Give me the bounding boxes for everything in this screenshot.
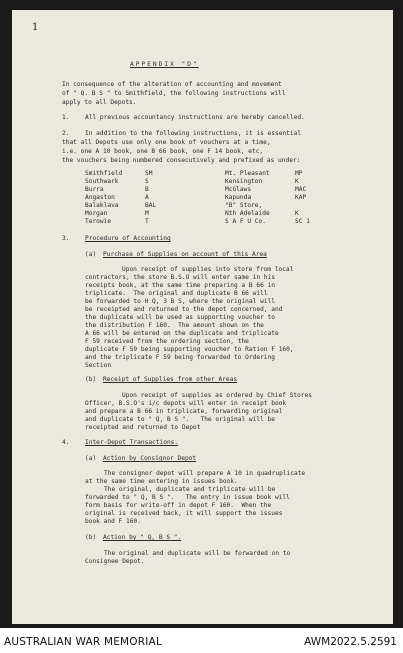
- text-line: the distribution F 160. The amount shown on the: [85, 322, 264, 329]
- depot-name: McGlaws: [225, 186, 252, 193]
- depot-code: M: [145, 210, 149, 217]
- text-line: that all Depots use only one book of vouchers at a time,: [62, 139, 271, 146]
- depot-code: K: [295, 178, 299, 185]
- depot-code: B: [145, 186, 149, 193]
- depot-name: Kapunda: [225, 194, 252, 201]
- text-line: Section: [85, 362, 112, 369]
- depot-code: A: [145, 194, 149, 201]
- subpara-label: (b): [85, 534, 97, 541]
- para-number: 2.: [62, 130, 70, 137]
- text-line: The original, duplicate and triplicate will be: [104, 486, 276, 493]
- text-line: triplicate. The original and duplicate B 66 will: [85, 290, 268, 297]
- depot-code: S: [145, 178, 149, 185]
- text-line: Upon receipt of supplies into store from local: [122, 266, 294, 273]
- text-line: A 66 will be entered on the duplicate and triplicate: [85, 330, 279, 337]
- para-number: 1.: [62, 114, 70, 121]
- archive-footer: [0, 628, 403, 653]
- subpara-label: (a): [85, 455, 97, 462]
- depot-code: T: [145, 218, 149, 225]
- text-line: F 59 received from the ordering section, the: [85, 338, 249, 345]
- depot-name: Southwark: [85, 178, 119, 185]
- text-line: forwarded to " Q, B S ". The entry in issue book will: [85, 494, 290, 501]
- subpara-label: (a): [85, 251, 97, 258]
- text-line: duplicate F 59 being supporting voucher to Ration F 160,: [85, 346, 294, 353]
- depot-name: Burra: [85, 186, 104, 193]
- para-text: All previous accountancy instructions are hereby cancelled.: [85, 114, 305, 121]
- para-number: 3.: [62, 235, 70, 242]
- depot-name: Terowie: [85, 218, 112, 225]
- subsection-heading: Receipt of Supplies from other Areas: [103, 376, 238, 383]
- subsection-heading: Purchase of Supplies on account of this Area: [103, 251, 267, 258]
- depot-code: MAC: [295, 186, 307, 193]
- text-line: contractors, the store B.S.O will enter same in his: [85, 274, 275, 281]
- subsection-heading: Action by " Q, B S ".: [103, 534, 182, 541]
- text-line: Upon receipt of supplies as ordered by Chief Stores: [122, 392, 312, 399]
- depot-name: Angaston: [85, 194, 115, 201]
- depot-code: SM: [145, 170, 153, 177]
- depot-name: Mt. Pleasant: [225, 170, 270, 177]
- depot-name: S A F U Co.: [225, 218, 266, 225]
- text-line: apply to all Depots.: [62, 99, 137, 106]
- para-number: 4.: [62, 439, 70, 446]
- text-line: receipts book, at the same time preparing a B 66 in: [85, 282, 275, 289]
- depot-name: Smithfield: [85, 170, 123, 177]
- margin-mark: 1: [32, 22, 39, 33]
- text-line: and prepare a B 66 in triplicate, forwarding original: [85, 408, 283, 415]
- archive-reference: AWM2022.5.2591: [304, 636, 397, 648]
- depot-code: K: [295, 210, 299, 217]
- depot-name: Kensington: [225, 178, 263, 185]
- depot-name: Balaklava: [85, 202, 119, 209]
- text-line: be receipted and returned to the depot concerned, and: [85, 306, 283, 313]
- text-line: form basis for write-off in depot F 160. When the: [85, 502, 272, 509]
- section-heading: Inter-Depot Transactions.: [85, 439, 179, 446]
- text-line: The consignor depot will prepare A 10 in quadruplicate: [104, 470, 306, 477]
- page-title: APPENDIX "D": [130, 61, 199, 68]
- subpara-label: (b): [85, 376, 97, 383]
- text-line: be forwarded to H Q, 3 B S, where the original will: [85, 298, 275, 305]
- text-line: i.e. one A 10 book, one B 66 book, one F 14 book, etc,: [62, 148, 264, 155]
- text-line: In consequence of the alteration of accounting and movement: [62, 81, 282, 88]
- text-line: Consignee Depot.: [85, 558, 145, 565]
- text-line: original is received back, it will support the issues: [85, 510, 283, 517]
- archive-name: AUSTRALIAN WAR MEMORIAL: [4, 636, 162, 648]
- text-line: and the triplicate F 59 being forwarded to Ordering: [85, 354, 275, 361]
- depot-code: SC 1: [295, 218, 310, 225]
- text-line: the duplicate will be used as supporting voucher to: [85, 314, 275, 321]
- depot-name: Morgan: [85, 210, 108, 217]
- section-heading: Procedure of Accounting: [85, 235, 171, 242]
- depot-code: KAP: [295, 194, 307, 201]
- text-line: In addition to the following instructions, it is essential: [85, 130, 302, 137]
- text-line: Officer, B.S.O's i/c depots will enter in receipt book: [85, 400, 287, 407]
- text-line: the vouchers being numbered consecutively and prefixed as under:: [62, 157, 301, 164]
- depot-code: BAL: [145, 202, 157, 209]
- document-page: [12, 10, 393, 624]
- text-line: of " Q. B S " to Smithfield, the following instructions will: [62, 90, 286, 97]
- text-line: and duplicate to " Q, B S ". The original will be: [85, 416, 275, 423]
- depot-name: Nth Adelaide: [225, 210, 270, 217]
- text-line: at the same time entering in issues book.: [85, 478, 238, 485]
- text-line: book and F 160.: [85, 518, 141, 525]
- depot-code: MP: [295, 170, 303, 177]
- depot-name: "B" Store,: [225, 202, 263, 209]
- text-line: The original and duplicate will be forwarded on to: [104, 550, 291, 557]
- subsection-heading: Action by Consignor Depot: [103, 455, 197, 462]
- text-line: receipted and returned to Depot: [85, 424, 201, 431]
